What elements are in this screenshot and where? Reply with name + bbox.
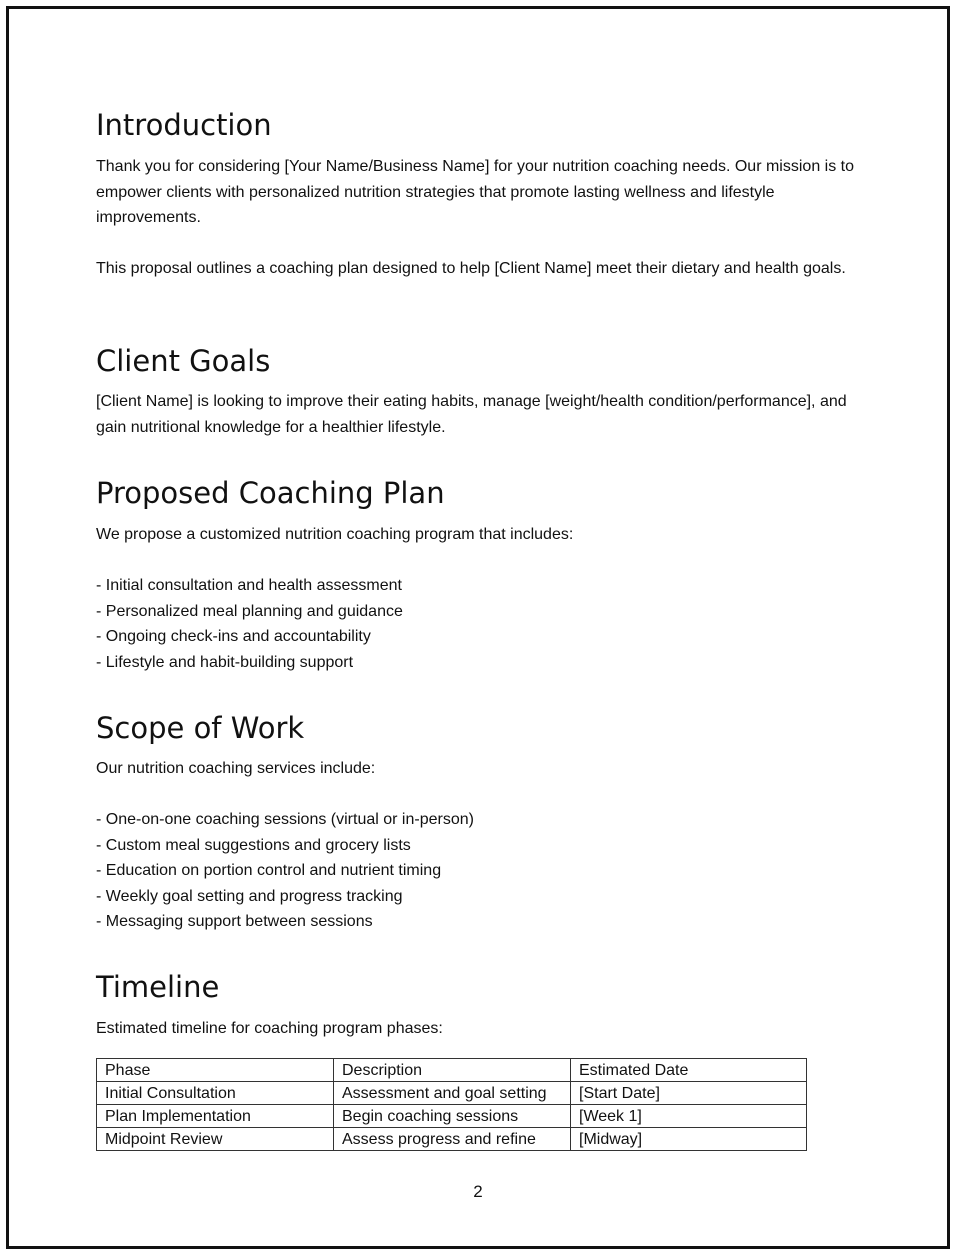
coaching-plan-intro: We propose a customized nutrition coaching program that includes:	[96, 526, 574, 543]
list-item: - Personalized meal planning and guidance	[96, 602, 403, 620]
list-item: - Education on portion control and nutrient timing	[96, 862, 442, 879]
page-number: 2	[473, 1182, 483, 1201]
table-cell: Plan Implementation	[97, 1105, 334, 1128]
heading-coaching-plan: Proposed Coaching Plan	[96, 476, 445, 510]
client-goals-paragraph: [Client Name] is looking to improve their eating habits, manage [weight/health condition/performance], and gain nutritional knowledge for a healthier lifestyle.	[96, 393, 847, 436]
table-row	[97, 1128, 807, 1151]
table-cell: Assess progress and refine	[334, 1128, 571, 1151]
coaching-plan-list	[96, 573, 403, 675]
heading-client-goals: Client Goals	[96, 344, 271, 378]
table-row	[97, 1082, 807, 1105]
table-cell: Midpoint Review	[97, 1128, 334, 1151]
table-cell: Begin coaching sessions	[334, 1105, 571, 1128]
list-item: - Lifestyle and habit-building support	[96, 653, 354, 671]
document-page	[6, 6, 950, 1249]
table-cell: Initial Consultation	[97, 1082, 334, 1105]
timeline-intro: Estimated timeline for coaching program phases:	[96, 1020, 443, 1037]
list-item: - Weekly goal setting and progress tracking	[96, 887, 403, 905]
table-header-cell: Estimated Date	[571, 1059, 807, 1082]
table-header-row	[97, 1059, 807, 1082]
scope-of-work-list	[96, 807, 474, 935]
list-item: - Custom meal suggestions and grocery lists	[96, 836, 411, 854]
list-item: - Messaging support between sessions	[96, 913, 373, 930]
table-header-cell: Description	[334, 1059, 571, 1082]
introduction-paragraph-2: This proposal outlines a coaching plan designed to help [Client Name] meet their dietary and health goals.	[96, 260, 846, 277]
table-cell: [Start Date]	[571, 1082, 807, 1105]
heading-timeline: Timeline	[96, 970, 220, 1004]
scope-of-work-intro: Our nutrition coaching services include:	[96, 760, 376, 777]
list-item: - One-on-one coaching sessions (virtual or in-person)	[96, 811, 474, 828]
table-cell: [Midway]	[571, 1128, 807, 1151]
table-cell: Assessment and goal setting	[334, 1082, 571, 1105]
list-item: - Initial consultation and health assessment	[96, 577, 402, 594]
table-header-cell: Phase	[97, 1059, 334, 1082]
timeline-table	[96, 1058, 807, 1151]
table-row	[97, 1105, 807, 1128]
table-cell: [Week 1]	[571, 1105, 807, 1128]
list-item: - Ongoing check-ins and accountability	[96, 628, 371, 645]
heading-introduction: Introduction	[96, 108, 272, 142]
introduction-paragraph-1: Thank you for considering [Your Name/Business Name] for your nutrition coaching needs. Our mission is to empower clients with personalized nutrition strategies that promote lasting wellness and lifestyle improvements.	[96, 158, 854, 226]
heading-scope-of-work: Scope of Work	[96, 711, 305, 745]
